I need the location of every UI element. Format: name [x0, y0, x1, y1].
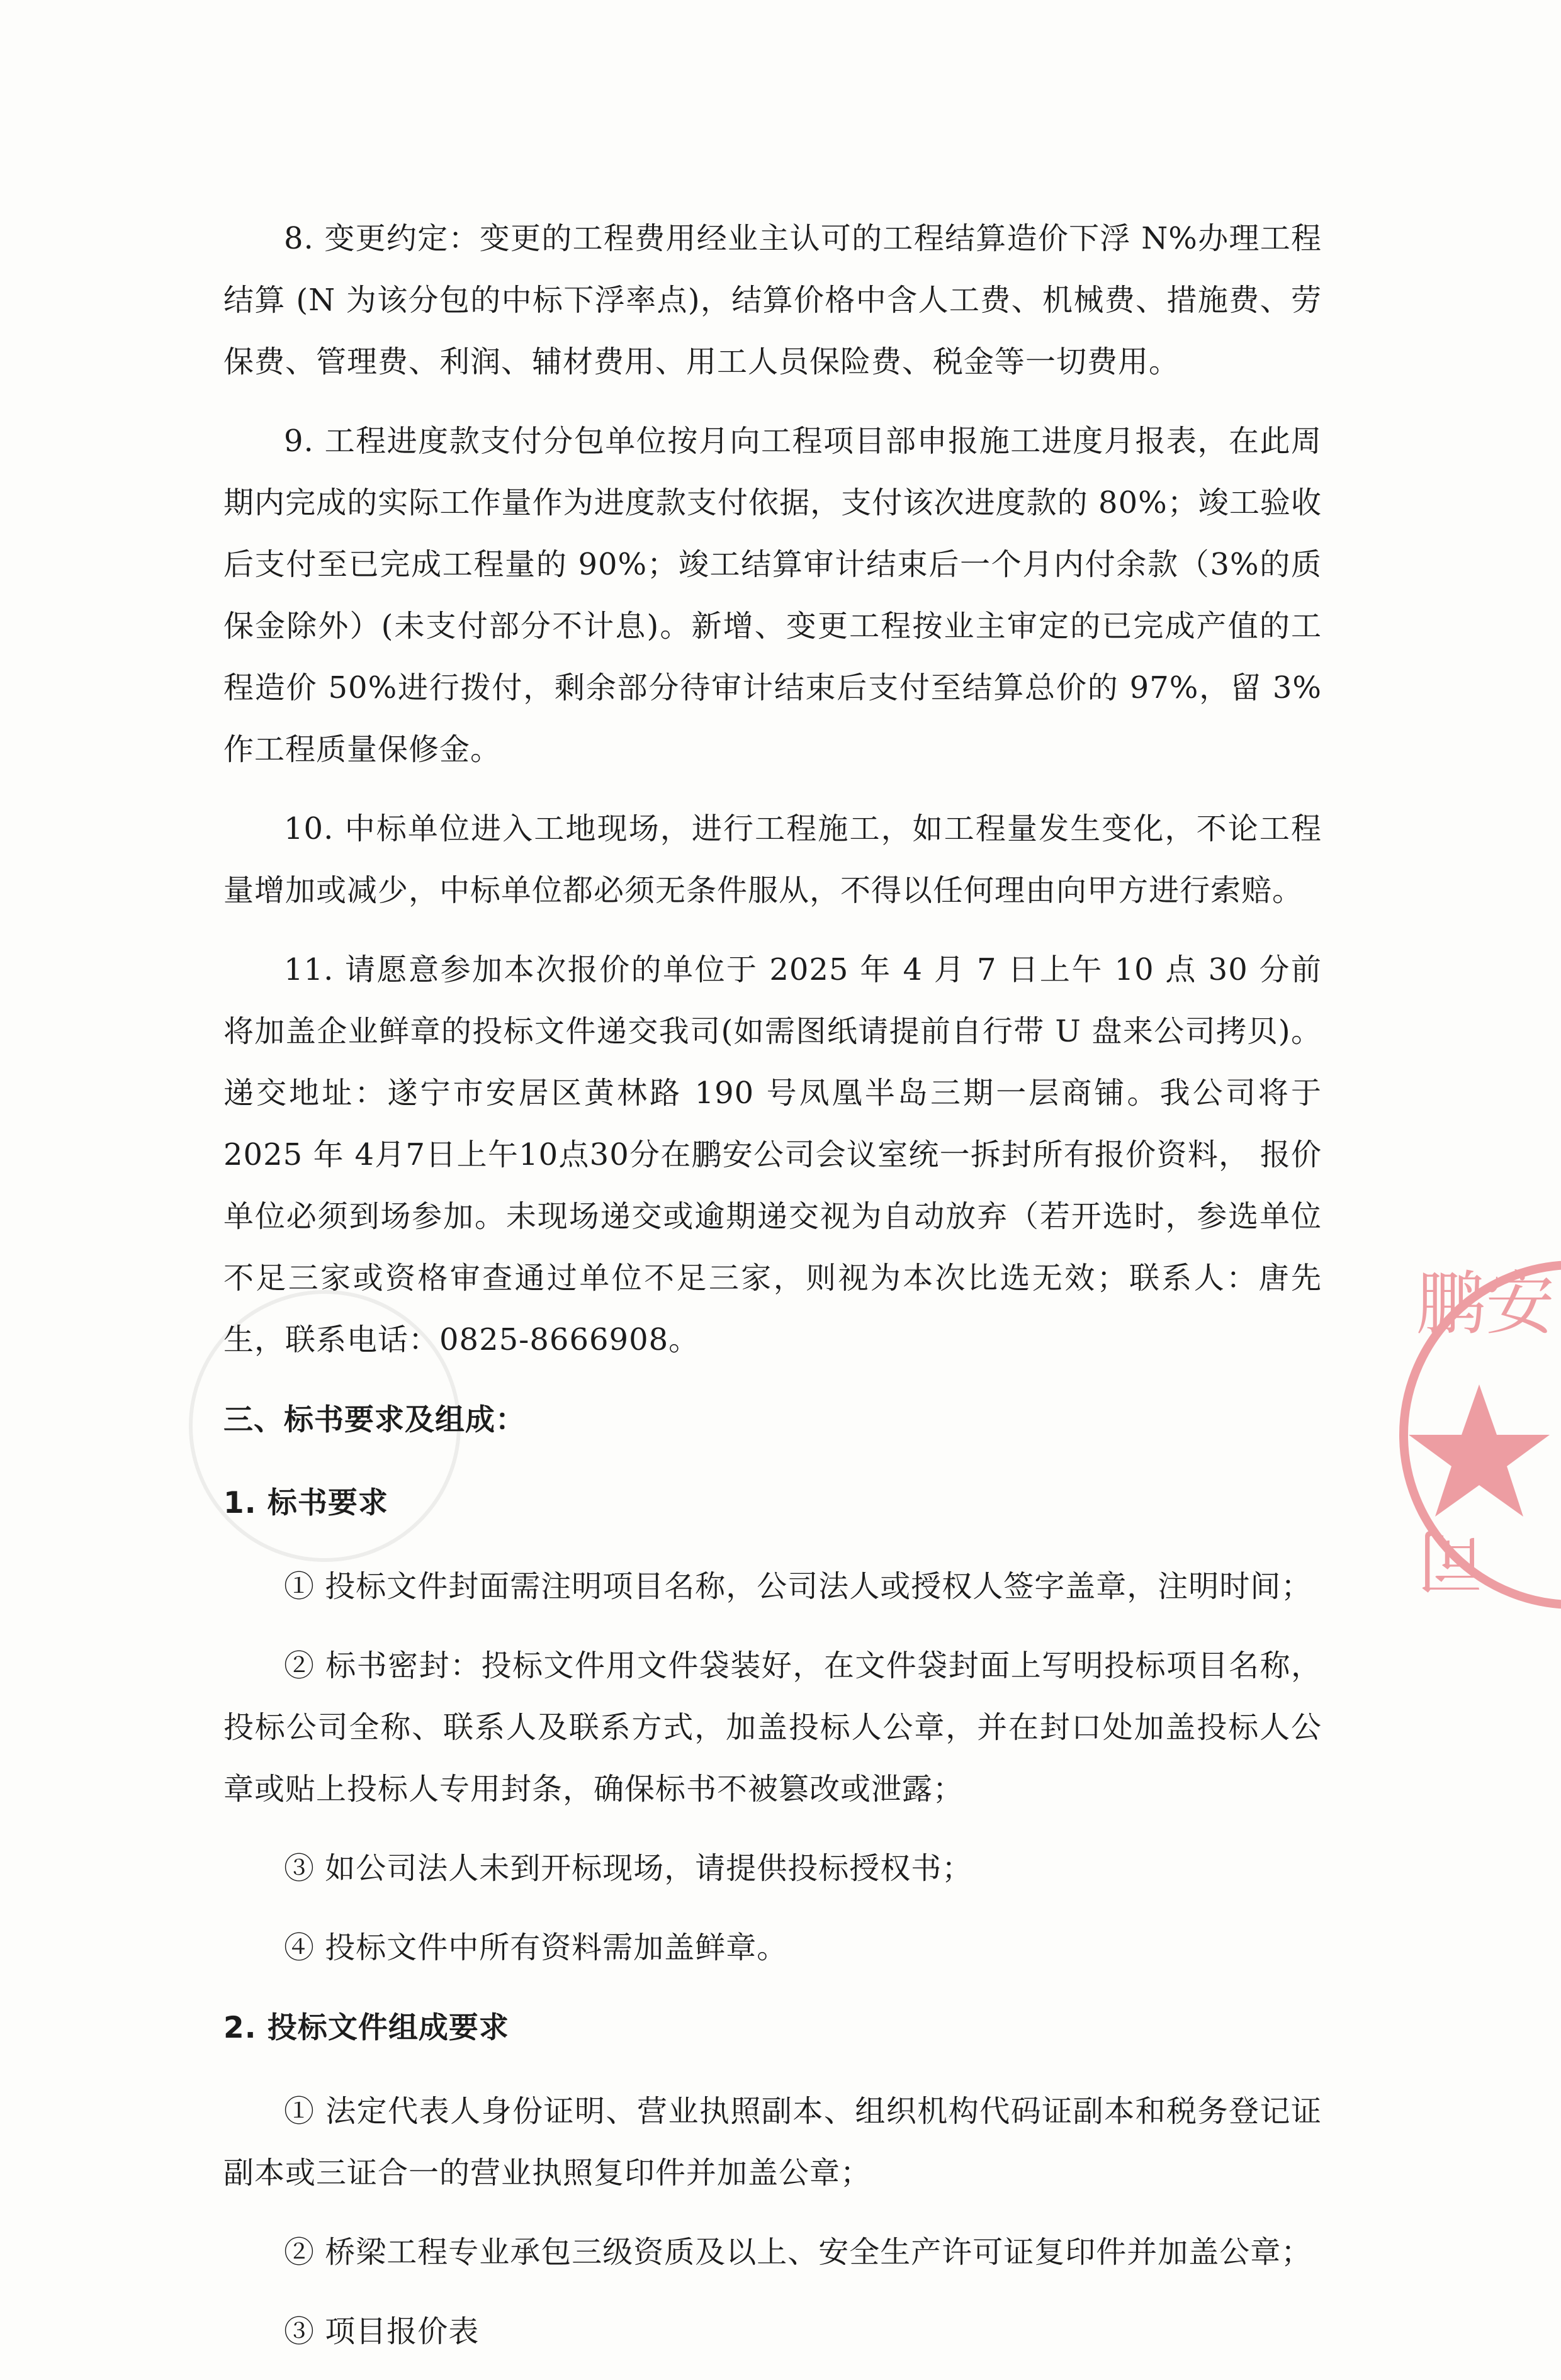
company-seal-stamp — [1391, 1252, 1561, 1617]
clause-8: 8. 变更约定：变更的工程费用经业主认可的工程结算造价下浮 N%办理工程结算 (N 为该分包的中标下浮率点)，结算价格中含人工费、机械费、措施费、劳保费、管理费、利润、辅材费用、用工人员保险费、税金等一切费用。 — [223, 221, 1322, 379]
star-icon — [1409, 1384, 1550, 1517]
requirement-item: ① 投标文件封面需注明项目名称，公司法人或授权人签字盖章，注明时间； — [284, 1569, 1312, 1604]
clause-11: 11. 请愿意参加本次报价的单位于 2025 年 4 月 7 日上午 10 点 30 分前将加盖企业鲜章的投标文件递交我司(如需图纸请提前自行带 U 盘来公司拷贝)。递交地址：遂宁市安居区黄林路 190 号凤凰半岛三期一层商铺。我公司将于 2025 年 4月7日上午10点30分在鹏安公司会议室统一拆封所有报价资料， 报价单位必须到场参加。未现场递交或逾期递交视为自动放弃（若开选时，参选单位不足三家或资格审查通过单位不足三家，则视为本次比选无效；联系人：唐先生，联系电话：0825-8666908。 — [223, 952, 1322, 1357]
composition-item: ① 法定代表人身份证明、营业执照副本、组织机构代码证副本和税务登记证副本或三证合一的营业执照复印件并加盖公章； — [223, 2094, 1322, 2191]
clause-10: 10. 中标单位进入工地现场，进行工程施工，如工程量发生变化，不论工程量增加或减少，中标单位都必须无条件服从，不得以任何理由向甲方进行索赔。 — [223, 811, 1322, 908]
composition-item: ② 桥梁工程专业承包三级资质及以上、安全生产许可证复印件并加盖公章； — [284, 2235, 1312, 2270]
document-body — [223, 208, 1322, 2380]
subsection-1-title: 1. 标书要求 — [223, 1486, 388, 1520]
section-3-title: 三、标书要求及组成： — [223, 1403, 526, 1437]
stamp-text-top: 鹏安 — [1416, 1264, 1555, 1344]
composition-item: ③ 项目报价表 — [284, 2314, 480, 2349]
subsection-2-title: 2. 投标文件组成要求 — [223, 2011, 509, 2045]
requirement-item: ② 标书密封：投标文件用文件袋装好，在文件袋封面上写明投标项目名称，投标公司全称、联系人及联系方式，加盖投标人公章，并在封口处加盖投标人公章或贴上投标人专用封条，确保标书不被篡改或泄露； — [223, 1648, 1322, 1807]
clause-9: 9. 工程进度款支付分包单位按月向工程项目部申报施工进度月报表，在此周期内完成的实际工作量作为进度款支付依据，支付该次进度款的 80%；竣工验收后支付至已完成工程量的 90%；竣工结算审计结束后一个月内付余款（3%的质保金除外）(未支付部分不计息)。新增、变更工程按业主审定的已完成产值的工程造价 50%进行拨付，剩余部分待审计结束后支付至结算总价的 97%，留 3%作工程质量保修金。 — [223, 424, 1322, 767]
requirement-item: ③ 如公司法人未到开标现场，请提供投标授权书； — [284, 1851, 973, 1886]
stamp-text-bottom: 司 — [1416, 1519, 1485, 1600]
requirement-item: ④ 投标文件中所有资料需加盖鲜章。 — [284, 1930, 788, 1965]
